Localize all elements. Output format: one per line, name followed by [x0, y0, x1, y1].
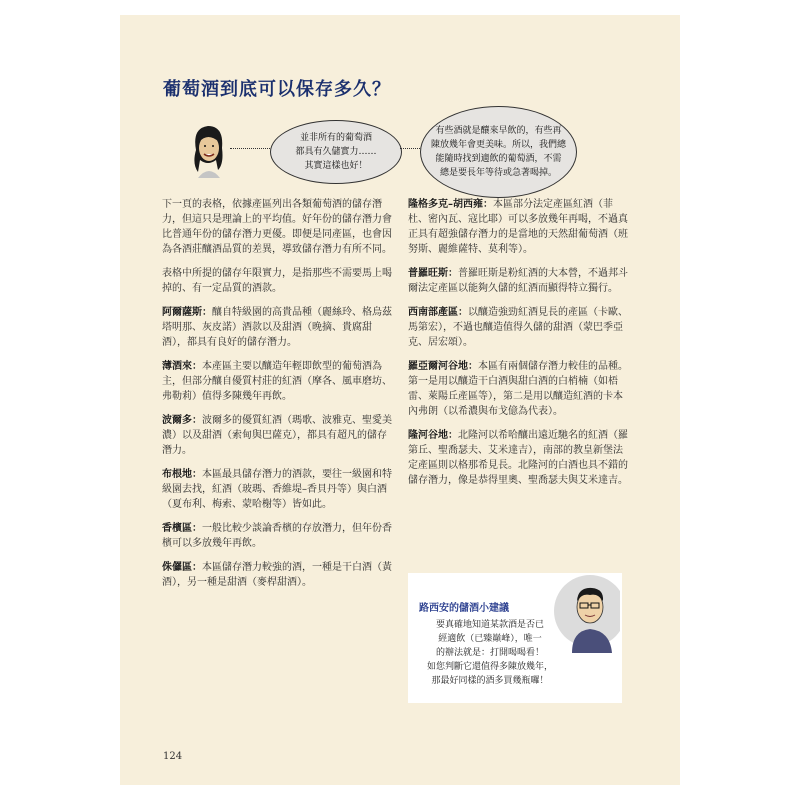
speech-connector-right — [400, 148, 422, 149]
region-heading: 普羅旺斯： — [408, 268, 458, 279]
region-paragraph — [408, 359, 630, 419]
region-paragraph — [408, 266, 630, 296]
region-paragraph — [162, 413, 396, 458]
book-page — [120, 15, 680, 785]
bubble-line: 並非所有的葡萄酒 — [299, 133, 372, 143]
region-heading: 薄酒來： — [162, 361, 202, 372]
region-paragraph — [408, 197, 630, 257]
paragraph-text: 波爾多的優質紅酒（瑪歌、波雅克、聖愛美濃）以及甜酒（索甸與巴薩克），都具有超凡的儲存潛力。 — [162, 415, 392, 456]
left-text-column — [162, 197, 396, 599]
region-heading: 西南部產區： — [408, 307, 468, 318]
page-number: 124 — [163, 751, 183, 762]
region-paragraph — [162, 467, 396, 512]
paragraph — [162, 197, 396, 257]
bubble-line: 陳放幾年會更美味。所以，我們總 — [430, 140, 566, 150]
speech-connector-left — [230, 148, 272, 149]
bubble-line: 有些酒就是釀來早飲的，有些再 — [435, 126, 562, 136]
paragraph-text: 下一頁的表格，依據產區列出各類葡萄酒的儲存潛力，但這只是理論上的平均值。好年份的儲存潛力會比普通年份的儲存潛力更優。即便是同產區，也會因為各酒莊釀酒品質的差異，導致儲存潛力有所不同。 — [162, 199, 392, 255]
region-heading: 羅亞爾河谷地： — [408, 361, 478, 372]
tip-body — [420, 618, 560, 688]
tip-line: 經適飲（已臻巔峰），唯一 — [438, 634, 542, 644]
tip-box — [408, 573, 622, 703]
region-heading: 布根地： — [162, 469, 202, 480]
bubble-line: 其實這樣也好！ — [304, 161, 368, 171]
bubble-line: 能隨時找到適飲的葡萄酒，不需 — [435, 154, 562, 164]
region-heading: 波爾多： — [162, 415, 202, 426]
region-paragraph — [162, 359, 396, 404]
man-illustration — [550, 573, 620, 653]
page-title: 葡萄酒到底可以保存多久？ — [163, 79, 391, 100]
tip-line: 要真確地知道某款酒是否已 — [435, 620, 544, 630]
bubble-line: 都具有久儲實力…… — [295, 147, 377, 157]
tip-line: 那最好同樣的酒多買幾瓶囉！ — [431, 676, 549, 686]
region-paragraph — [408, 428, 630, 488]
region-heading: 隆格多克–胡西雍： — [408, 199, 493, 210]
paragraph-text: 普羅旺斯是粉紅酒的大本營，不過邦斗爾法定產區以能夠久儲的紅酒而顯得特立獨行。 — [408, 268, 628, 294]
region-heading: 侏儸區： — [162, 562, 202, 573]
region-heading: 香檳區： — [162, 523, 202, 534]
tip-line: 如您判斷它還值得多陳放幾年， — [426, 662, 553, 672]
paragraph-text: 北隆河以希哈釀出遠近馳名的紅酒（羅第丘、聖喬瑟夫、艾米達吉），南部的教皇新堡法定產區則以格那希見長。北隆河的白酒也具不錯的儲存潛力，像是恭得里奧、聖喬瑟夫與艾米達吉。 — [408, 430, 628, 486]
paragraph-text: 以釀造強勁紅酒見長的產區（卡歐、馬第宏），不過也釀造值得久儲的甜酒（蒙巴季亞克、居宏頌）。 — [408, 307, 628, 348]
region-heading: 阿爾薩斯： — [162, 307, 212, 318]
paragraph — [162, 266, 396, 296]
paragraph-text: 本產區主要以釀造年輕即飲型的葡萄酒為主，但部分釀自優質村莊的紅酒（摩各、風車磨坊、弗勒莉）值得多陳幾年再飲。 — [162, 361, 392, 402]
paragraph-text: 表格中所提的儲存年限實力，是指那些不需要馬上喝掉的、有一定品質的酒款。 — [162, 268, 392, 294]
tip-line: 的辦法就是：打開喝喝看！ — [435, 648, 544, 658]
region-paragraph — [162, 560, 396, 590]
woman-illustration — [188, 120, 228, 180]
paragraph-text: 本區最具儲存潛力的酒款，要往一級園和特級園去找，紅酒（玻瑪、香維堤–香貝丹等）與白酒（夏布利、梅索、蒙哈榭等）皆如此。 — [162, 469, 392, 510]
region-paragraph — [162, 305, 396, 350]
region-heading: 隆河谷地： — [408, 430, 458, 441]
region-paragraph — [408, 305, 630, 350]
paragraph-text: 本區有兩個儲存潛力較佳的品種。第一是用以釀造干白酒與甜白酒的白梢楠（如梧雷、萊陽丘產區等），第二是用以釀造紅酒的卡本內弗朗（以希濃與布戈億為代表）。 — [408, 361, 628, 417]
paragraph-text: 一般比較少談論香檳的存放潛力，但年份香檳可以多放幾年再飲。 — [162, 523, 392, 549]
paragraph-text: 本區儲存潛力較強的酒，一種是干白酒（黃酒），另一種是甜酒（麥桿甜酒）。 — [162, 562, 392, 588]
speech-bubble-right — [420, 106, 577, 198]
right-text-column — [408, 197, 630, 497]
tip-title: 路西安的儲酒小建議 — [419, 603, 509, 614]
bubble-line: 總是要長年等待或急著喝掉。 — [439, 168, 557, 178]
paragraph-text: 本區部分法定產區紅酒（菲杜、密內瓦、寇比耶）可以多放幾年再喝，不過真正具有超強儲存潛力的是當地的天然甜葡萄酒（班努斯、麗維薩特、莫利等）。 — [408, 199, 628, 255]
region-paragraph — [162, 521, 396, 551]
paragraph-text: 釀自特級園的高貴品種（麗絲玲、格烏茲塔明那、灰皮諾）酒款以及甜酒（晚摘、貴腐甜酒），都具有良好的儲存潛力。 — [162, 307, 392, 348]
speech-bubble-left — [270, 120, 402, 184]
